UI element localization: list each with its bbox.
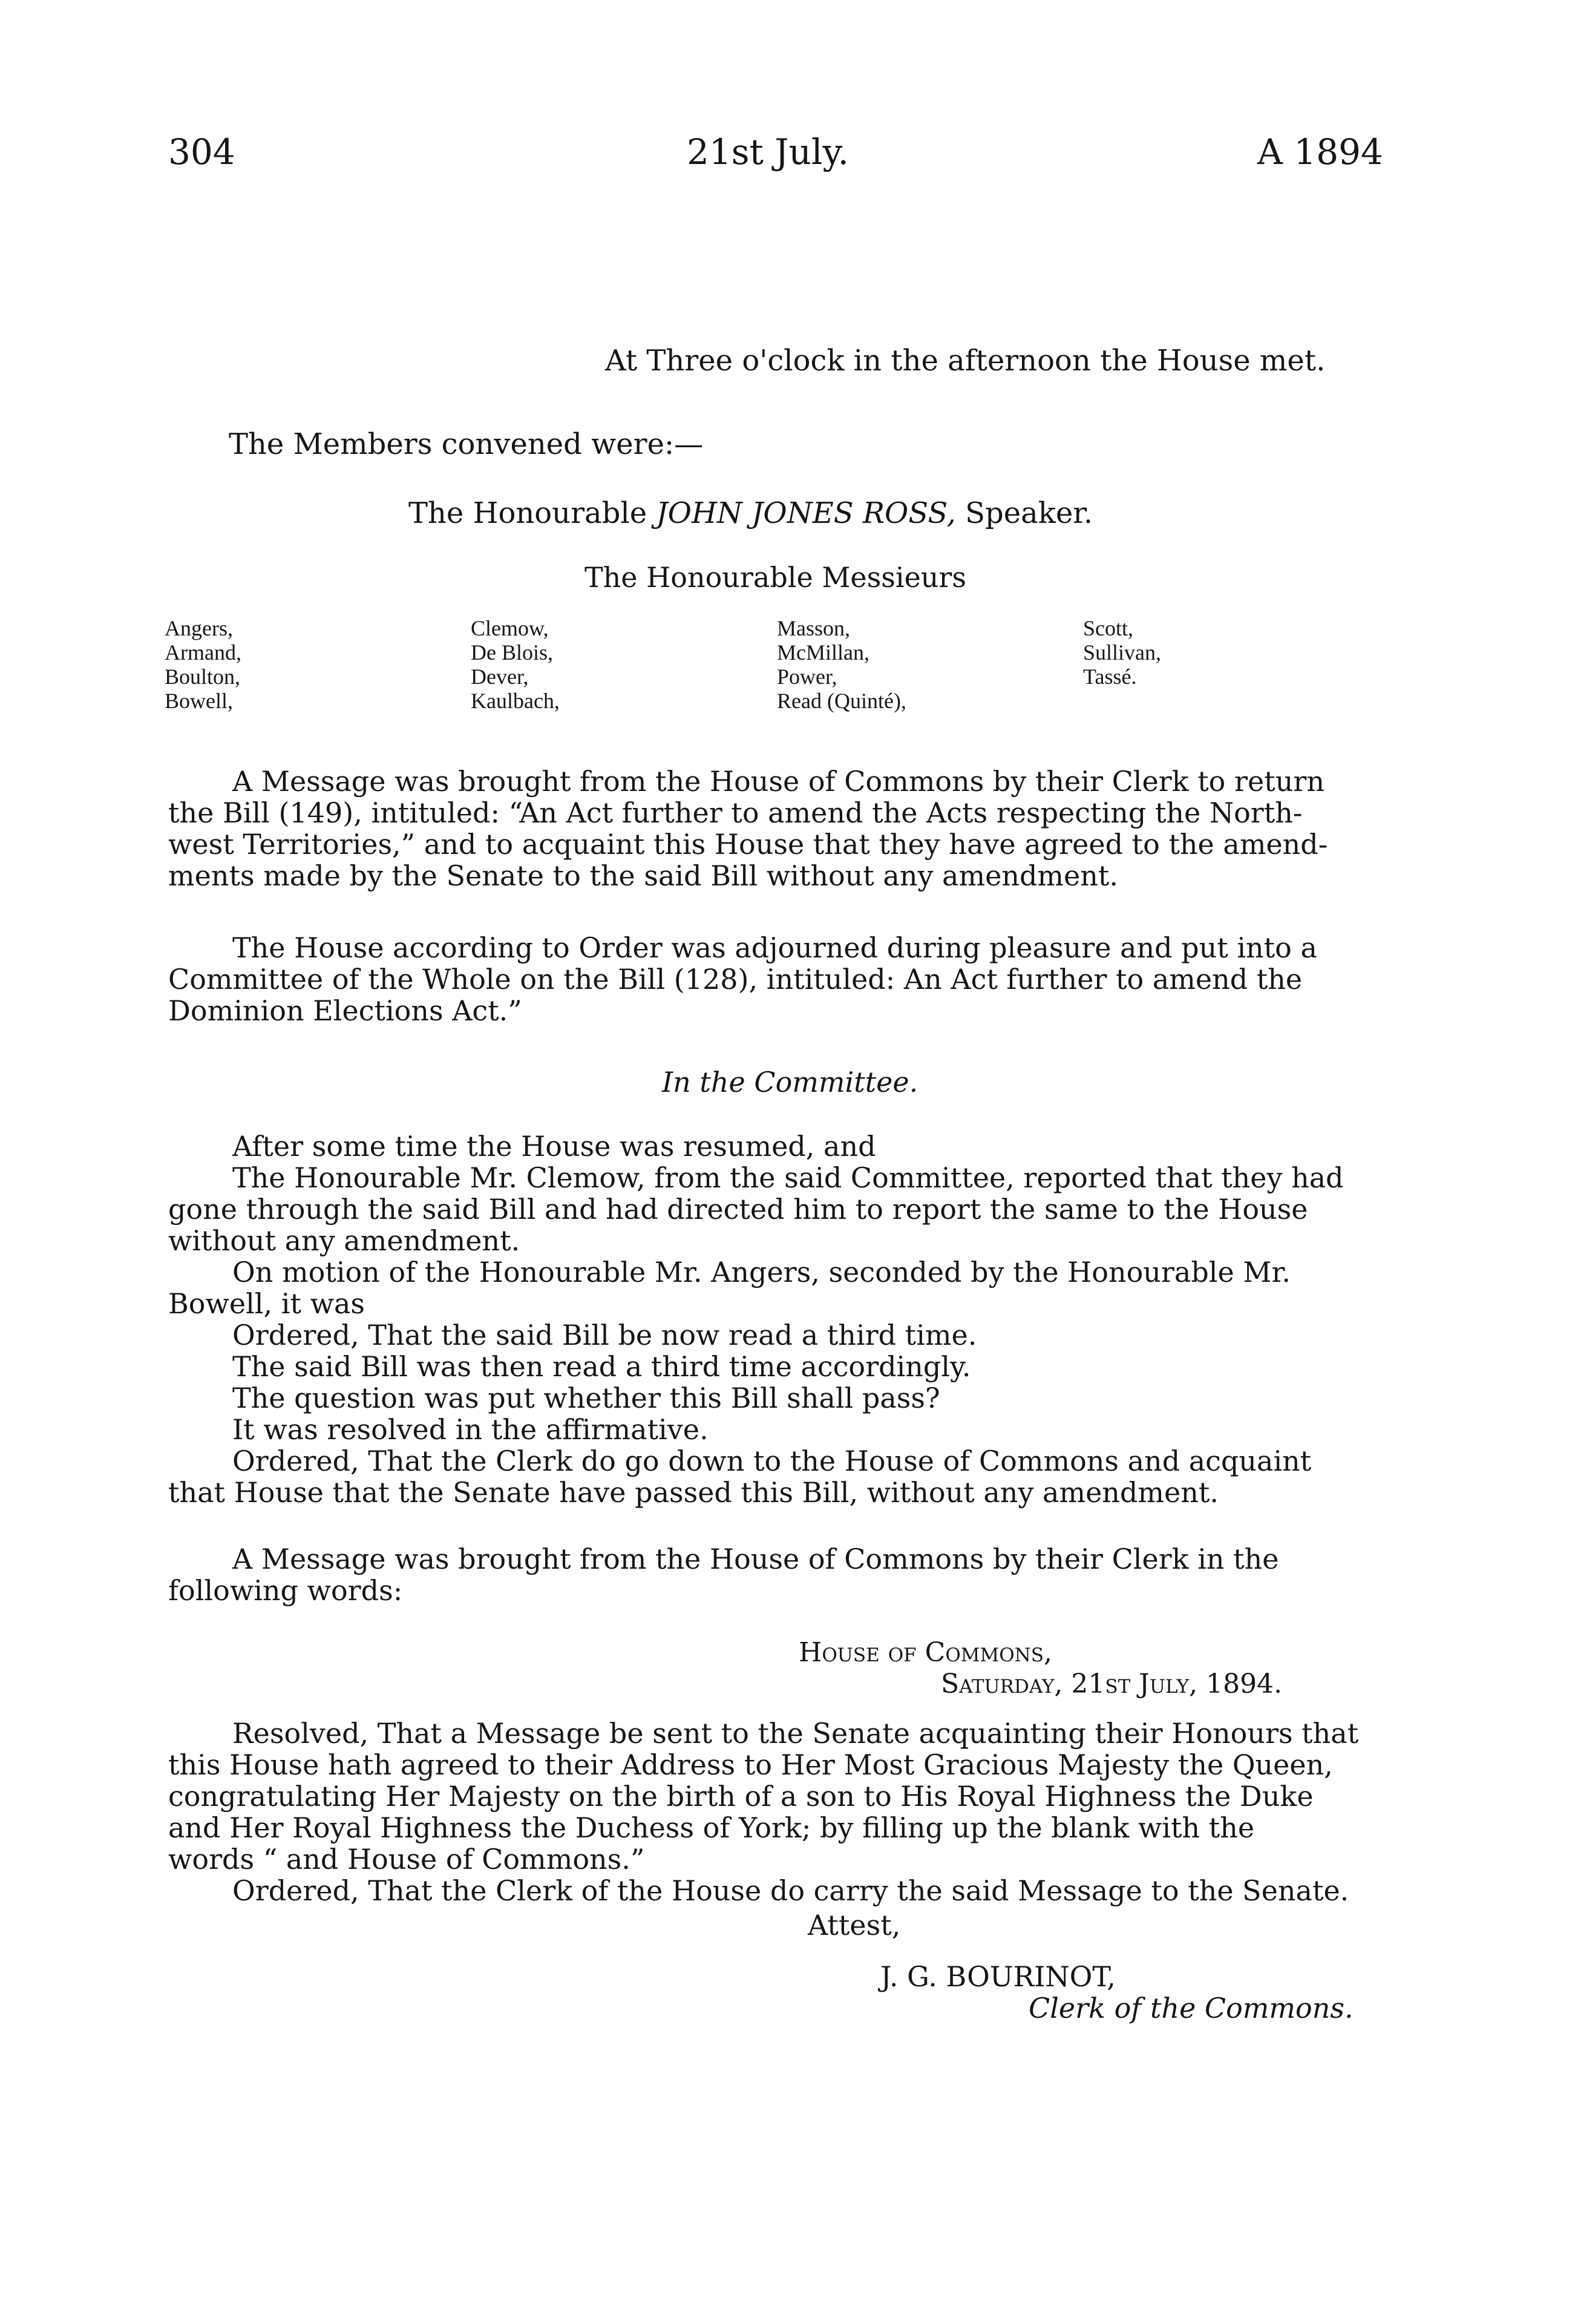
text-line: ments made by the Senate to the said Bill without any amendment.	[168, 859, 1118, 892]
text-line: Resolved, That a Message be sent to the Senate acquainting their Honours that	[232, 1717, 1359, 1750]
text-line: Ordered, That the Clerk do go down to the House of Commons and acquaint	[232, 1445, 1312, 1477]
text-line: and Her Royal Highness the Duchess of York; by filling up the blank with the	[168, 1811, 1255, 1844]
text-line: After some time the House was resumed, and	[232, 1130, 876, 1163]
text-line: A Message was brought from the House of Commons by their Clerk in the	[232, 1543, 1279, 1575]
text-line: The question was put whether this Bill shall pass?	[232, 1382, 940, 1414]
member-name: Power,	[777, 665, 837, 689]
session-year: A 1894	[1257, 131, 1383, 172]
member-name: Clemow,	[471, 616, 549, 640]
members-column-2	[471, 616, 560, 713]
member-name: Read (Quinté),	[777, 689, 906, 713]
members-column-1	[165, 616, 241, 713]
speaker-prefix: The Honourable	[408, 496, 647, 530]
text-line: that House that the Senate have passed this Bill, without any amendment.	[168, 1476, 1219, 1509]
member-name: Armand,	[165, 640, 241, 665]
message-paragraph-2	[168, 1543, 1378, 1606]
commons-date: Saturday, 21st July, 1894.	[941, 1669, 1283, 1699]
speaker-name: JOHN JONES ROSS,	[656, 496, 956, 530]
signer-title: Clerk of the Commons.	[1029, 1992, 1354, 2024]
text-line: congratulating Her Majesty on the birth of a son to His Royal Highness the Duke	[168, 1780, 1314, 1813]
member-name: Boulton,	[165, 665, 241, 689]
text-line: west Territories,” and to acquaint this House that they have agreed to the amend-	[168, 828, 1328, 861]
member-name: Sullivan,	[1083, 640, 1162, 665]
commons-place: House of Commons,	[799, 1637, 1053, 1668]
text-line: The said Bill was then read a third time accordingly.	[232, 1350, 971, 1383]
member-name: Scott,	[1083, 616, 1134, 640]
opening-line: At Three o'clock in the afternoon the House met.	[605, 344, 1326, 378]
signer-name: J. G. BOURINOT,	[880, 1960, 1116, 1993]
speaker-line	[408, 497, 1093, 529]
text-line: Dominion Elections Act.”	[168, 994, 522, 1027]
members-column-4	[1083, 616, 1161, 689]
member-name: Tassé.	[1083, 665, 1137, 689]
text-line: following words:	[168, 1574, 403, 1607]
member-name: Masson,	[777, 616, 851, 640]
member-name: Dever,	[471, 665, 529, 689]
member-name: Bowell,	[165, 689, 233, 713]
adjourn-paragraph	[168, 932, 1378, 1026]
text-line: The House according to Order was adjourned during pleasure and put into a	[232, 931, 1317, 964]
committee-proceedings	[168, 1131, 1378, 1508]
attest-label: Attest,	[808, 1909, 901, 1942]
member-name: McMillan,	[777, 640, 869, 665]
text-line: A Message was brought from the House of Commons by their Clerk to return	[232, 765, 1324, 798]
text-line: without any amendment.	[168, 1224, 520, 1257]
member-name: De Blois,	[471, 640, 554, 665]
text-line: gone through the said Bill and had directed him to report the same to the House	[168, 1193, 1308, 1226]
message-paragraph-1	[168, 766, 1378, 891]
members-column-3	[777, 616, 906, 713]
member-name: Kaulbach,	[471, 689, 560, 713]
text-line: The Honourable Mr. Clemow, from the said Committee, reported that they had	[232, 1161, 1344, 1194]
member-name: Angers,	[165, 616, 233, 640]
text-line: Ordered, That the Clerk of the House do carry the said Message to the Senate.	[232, 1874, 1349, 1907]
text-line: Ordered, That the said Bill be now read a third time.	[232, 1319, 977, 1351]
members-intro: The Members convened were:—	[229, 427, 704, 461]
committee-heading: In the Committee.	[662, 1066, 918, 1098]
text-line: Committee of the Whole on the Bill (128), intituled: An Act further to amend the	[168, 963, 1303, 996]
speaker-suffix: Speaker.	[965, 496, 1093, 530]
page-number: 304	[168, 131, 235, 172]
messieurs-heading: The Honourable Messieurs	[584, 561, 967, 594]
running-date: 21st July.	[687, 131, 849, 172]
text-line: words “ and House of Commons.”	[168, 1843, 645, 1876]
resolution-paragraph	[168, 1718, 1378, 1906]
text-line: this House hath agreed to their Address to Her Most Gracious Majesty the Queen,	[168, 1748, 1333, 1781]
text-line: On motion of the Honourable Mr. Angers, seconded by the Honourable Mr.	[232, 1256, 1291, 1288]
text-line: Bowell, it was	[168, 1287, 365, 1320]
text-line: It was resolved in the affirmative.	[232, 1413, 709, 1446]
text-line: the Bill (149), intituled: “An Act further to amend the Acts respecting the North-	[168, 796, 1303, 829]
